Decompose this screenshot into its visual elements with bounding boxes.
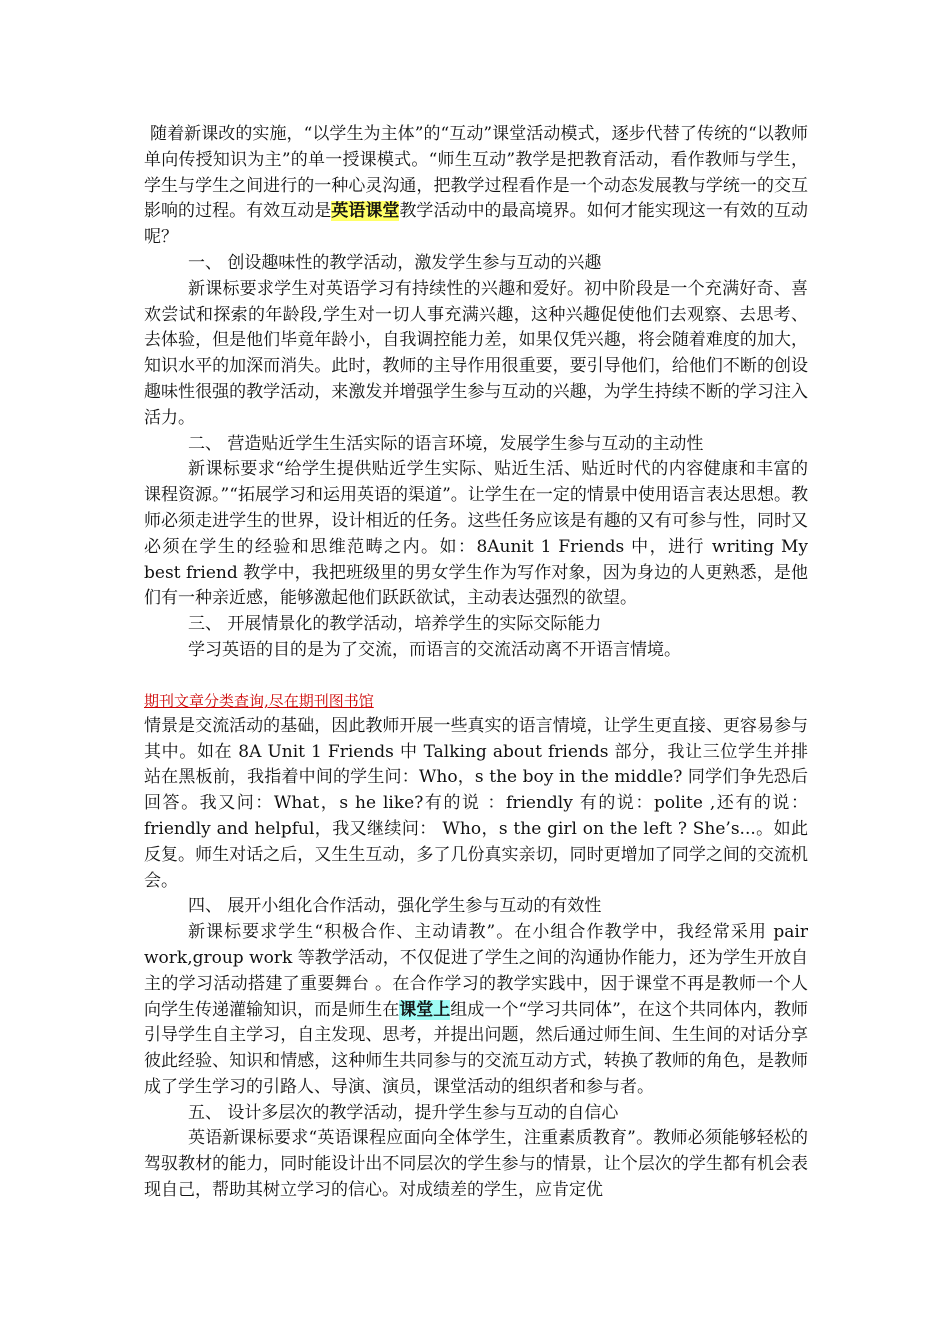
section-heading-4: 四、 展开小组化合作活动，强化学生参与互动的有效性 [188, 896, 602, 917]
intro-text: 随着新课改的实施，“以学生为主体”的“互动”课堂活动模式，逐步代替了传统的“以教师单向传授知识为主”的单一授课模式。“师生互动”教学是把教育活动，看作教师与学生，学生与学生之间进行的一种心灵沟通，把教学过程看作是一个动态发展教与学统一的交互影响的过程。有效互动是 [144, 124, 808, 222]
section-paragraph-1: 新课标要求学生对英语学习有持续性的兴趣和爱好。初中阶段是一个充满好奇、喜欢尝试和探索的年龄段,学生对一切人事充满兴趣，这种兴趣促使他们去观察、去思考、去体验，但是他们毕竟年龄小，自我调控能力差，如果仅凭兴趣，将会随着难度的加大，知识水平的加深而消失。此时，教师的主导作用很重要，要引导他们，给他们不断的创设趣味性很强的教学活动，来激发并增强学生参与互动的兴趣，为学生持续不断的学习注入活力。 [144, 278, 808, 428]
highlight-english-class: 英语课堂 [331, 201, 400, 222]
intro-paragraph [144, 122, 808, 251]
paragraph-4-text-end: 组成一个“学习共同体”，在这个共同体内，教师引导学生自主学习，自主发现、思考，并提出问题，然后通过师生间、生生间的对话分享彼此经验、知识和情感，这种师生共同参与的交流互动方式，转换了教师的角色，是教师成了学生学习的引路人、导演、演员，课堂活动的组织者和参与者。 [144, 999, 808, 1097]
journal-link[interactable]: 期刊文章分类查询,尽在期刊图书馆 [144, 691, 374, 710]
section-paragraph-2: 新课标要求“给学生提供贴近学生实际、贴近生活、贴近时代的内容健康和丰富的课程资源。”“拓展学习和运用英语的渠道”。让学生在一定的情景中使用语言表达思想。教师必须走进学生的世界，设计相近的任务。这些任务应该是有趣的又有可参与性，同时又必须在学生的经验和思维范畴之内。如：8Aunit 1 Friends 中，进行 writing My best friend 教学中，我把班级里的男女学生作为写作对象，因为身边的人更熟悉，是他们有一种亲近感，能够激起他们跃跃欲试，主动表达强烈的欲望。 [144, 459, 808, 609]
section-heading-2: 二、 营造贴近学生生活实际的语言环境，发展学生参与互动的主动性 [188, 433, 704, 454]
document-body [144, 122, 808, 1204]
section-heading-3: 三、 开展情景化的教学活动，培养学生的实际交际能力 [188, 614, 602, 635]
section-heading-5: 五、 设计多层次的教学活动，提升学生参与互动的自信心 [188, 1102, 619, 1123]
section-paragraph-5: 英语新课标要求“英语课程应面向全体学生，注重素质教育”。教师必须能够轻松的驾驭教材的能力，同时能设计出不同层次的学生参与的情景，让个层次的学生都有机会表现自己，帮助其树立学习的信心。对成绩差的学生，应肯定优 [144, 1128, 808, 1201]
paragraph-4-text: 新课标要求学生“积极合作、主动请教”。在小组合作教学中，我经常采用 pair work,group work 等教学活动，不仅促进了学生之间的沟通协作能力，还为学生开放自主的学习活动搭建了重要舞台 。在合作学习的教学实践中，因于课堂不再是教师一个人向学生传递灌输知识，而是师生在 [144, 922, 808, 1020]
section-paragraph-3-continued: 情景是交流活动的基础，因此教师开展一些真实的语言情境，让学生更直接、更容易参与其中。如在 8A Unit 1 Friends 中 Talking about friends 部分，我让三位学生并排站在黑板前，我指着中间的学生问：Who，s the boy in the middle? 同学们争先恐后回答。我又问：What，s he like?有的说 ：friendly 有的说：polite ,还有的说： friendly and helpful，我又继续问： Who，s the girl on the left ? She’s...。如此反复。师生对话之后，又生生互动，多了几份真实亲切，同时更增加了同学之间的交流机会。 [144, 715, 808, 891]
highlight-in-class: 课堂上 [399, 999, 451, 1020]
section-heading-1: 一、 创设趣味性的教学活动，激发学生参与互动的兴趣 [188, 252, 602, 273]
section-paragraph-3: 学习英语的目的是为了交流，而语言的交流活动离不开语言情境。 [188, 639, 681, 660]
intro-text-end: 教学活动中的最高境界。如何才能实现这一有效的互动呢？ [144, 201, 809, 248]
section-paragraph-4 [144, 920, 808, 1101]
